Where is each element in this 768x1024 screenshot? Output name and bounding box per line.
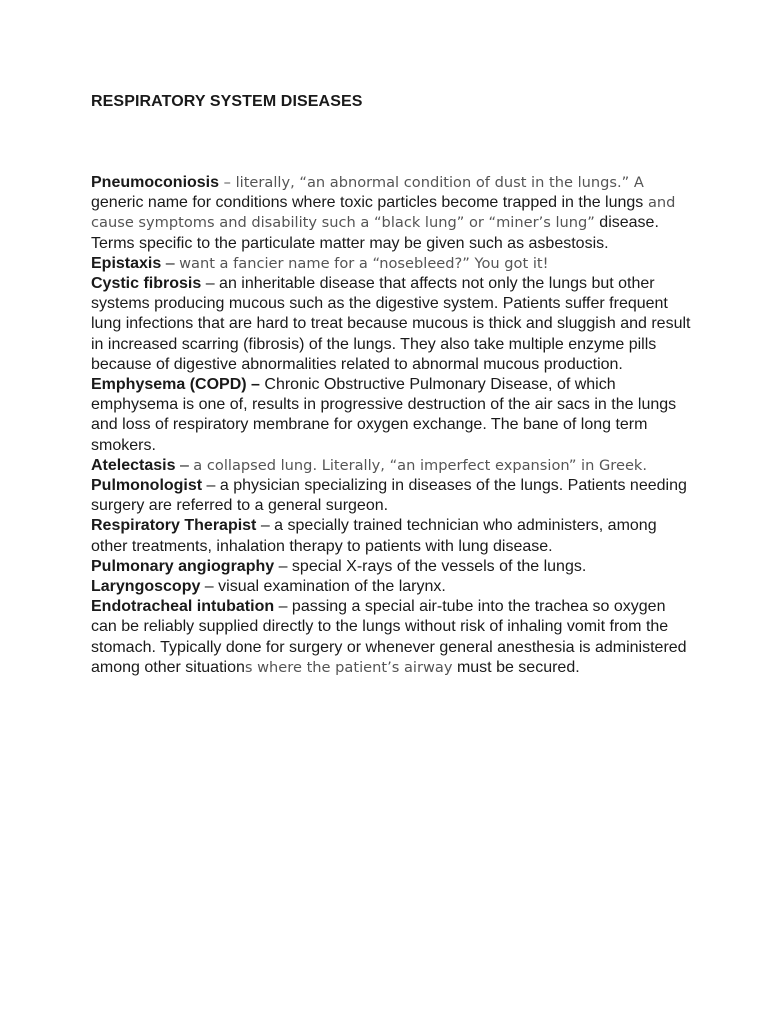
glossary-entry-epistaxis [91,254,691,274]
entry-definition: – literally, “an abnormal condition of dust in the lungs.” A generic name for conditions where toxic particles become trapped in the lungs and cause symptoms and disability such a “black lung” or “miner’s lung” disease. Terms specific to the particulate matter may be given such as asbestosis. [91,174,676,252]
entry-definition: – a collapsed lung. Literally, “an imperfect expansion” in Greek. [175,456,648,474]
entry-definition: – a physician specializing in diseases of the lungs. Patients needing surgery are referred to a general surgeon. [91,477,687,515]
glossary-list [91,173,691,678]
entry-definition: – special X-rays of the vessels of the lungs. [274,557,587,575]
document-title: RESPIRATORY SYSTEM DISEASES [91,93,363,110]
entry-term: Epistaxis [91,254,162,272]
glossary-entry-pneumoconiosis [91,173,691,254]
entry-term: Emphysema (COPD) – [91,376,260,394]
entry-definition: – visual examination of the larynx. [200,578,446,596]
glossary-entry-pulmonary-angiography [91,557,691,577]
entry-definition: Chronic Obstructive Pulmonary Disease, of which emphysema is one of, results in progressive destruction of the air sacs in the lungs and loss of respiratory membrane for oxygen exchange. The bane of long term smokers. [91,376,677,454]
entry-term: Cystic fibrosis [91,275,202,293]
glossary-entry-pulmonologist [91,476,691,516]
entry-term: Atelectasis [91,456,176,474]
entry-term: Pulmonologist [91,477,203,495]
entry-definition: – passing a special air-tube into the trachea so oxygen can be reliably supplied directly to the lungs without risk of inhaling vomit from the stomach. Typically done for surgery or whenever general anesthesia is administered among other situations where the patient’s airway must be secured. [91,598,687,676]
glossary-entry-atelectasis [91,456,691,476]
entry-term: Laryngoscopy [91,578,201,596]
entry-definition: – a specially trained technician who administers, among other treatments, inhalation therapy to patients with lung disease. [91,517,657,555]
glossary-entry-endotracheal-intubation [91,597,691,678]
entry-definition: – want a fancier name for a “nosebleed?” You got it! [161,254,549,272]
glossary-entry-respiratory-therapist [91,516,691,556]
glossary-entry-laryngoscopy [91,577,691,597]
entry-term: Pulmonary angiography [91,557,275,575]
glossary-entry-emphysema [91,375,691,456]
entry-term: Endotracheal intubation [91,598,275,616]
entry-term: Pneumoconiosis [91,174,220,191]
entry-term: Respiratory Therapist [91,517,257,535]
glossary-entry-cystic-fibrosis [91,274,691,375]
entry-definition: – an inheritable disease that affects not only the lungs but other systems producing mucous such as the digestive system. Patients suffer frequent lung infections that are hard to treat because mucous is thick and sluggish and result in increased scarring (fibrosis) of the lungs. They also take multiple enzyme pills because of digestive abnormalities related to abnormal mucous production. [91,275,691,373]
